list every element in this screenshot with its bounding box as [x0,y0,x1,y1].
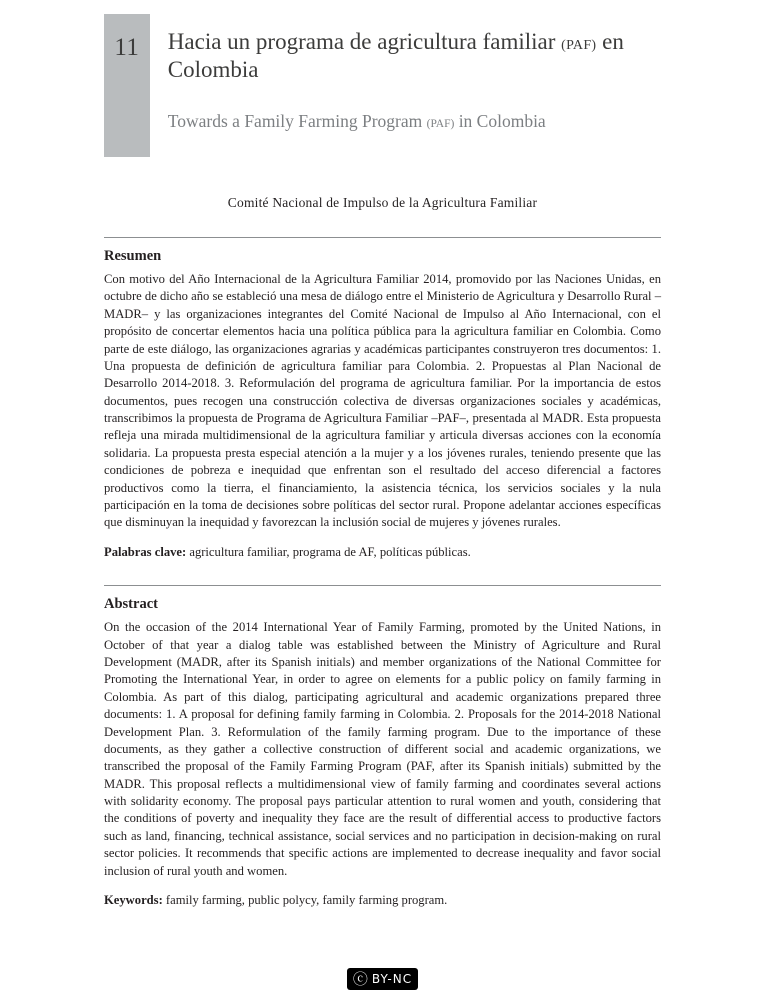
creative-commons-icon: ⓒ [352,969,368,988]
title-es-acronym: (PAF) [561,38,597,53]
chapter-number-bar [104,14,150,157]
keywords-text: family farming, public polycy, family farming program. [162,892,448,907]
palabras-clave-label: Palabras clave: [104,544,187,559]
section-divider-abstract [104,585,661,586]
title-es-part2: en Colombia [167,29,624,83]
article-body [104,211,661,910]
footer [0,968,765,990]
resumen-heading: Resumen [104,248,162,264]
title-block [150,14,765,133]
palabras-clave [104,544,661,562]
author-line: Comité Nacional de Impulso de la Agricultura Familiar [227,195,538,210]
chapter-number: 11 [114,34,140,61]
title-en-part2: in Colombia [454,111,546,132]
page-title-es [168,28,695,84]
title-en-part1: Towards a Family Farming Program [167,111,427,132]
title-en-acronym: (PAF) [426,118,455,131]
article-header [0,0,765,157]
resumen-paragraph: Con motivo del Año Internacional de la Agricultura Familiar 2014, promovido por las Naciones Unidas, en octubre de dicho año se estableció una mesa de diálogo entre el Ministerio de Agricultura y Desarrollo Rural –MADR– y las organizaciones integrantes del Comité Nacional de Impulso al Año Internacional, con el propósito de concertar elementos hacia una política pública para la agricultura familiar en Colombia. Como parte de este diálogo, las organizaciones agrarias y académicas participantes construyeron tres documentos: 1. Una propuesta de definición de agricultura familiar para Colombia. 2. Propuestas al Plan Nacional de Desarrollo 2014-2018. 3. Reformulación del programa de agricultura familiar. Por la importancia de estos documentos, pues recogen una construcción colectiva de diversas organizaciones sociales y académicas, transcribimos la propuesta de Programa de Agricultura Familiar –PAF–, presentada al MADR. Esta propuesta refleja una mirada multidimensional de la agricultura familiar y articula diversas acciones con la economía solidaria. La propuesta presta especial atención a la mujer y a los jóvenes rurales, teniendo presente que las condiciones de pobreza e inequidad que enfrentan son el resultado del acceso diferencial a factores productivos como la tierra, el financiamiento, la asistencia técnica, los servicios sociales y la nula participación en la toma de decisiones sobre políticas del sector rural. Propone adelantar acciones específicas que disminuyan la inequidad y favorezcan la inclusión social de mujeres y jóvenes rurales. [104,272,661,530]
creative-commons-badge[interactable] [347,968,418,990]
keywords [104,892,661,910]
abstract-paragraph: On the occasion of the 2014 International Year of Family Farming, promoted by the United Nations, in October of that year a dialog table was established between the Ministry of Agriculture and Rural Development (MADR, after its Spanish initials) and member organizations of the National Committee for Promoting the International Year, in order to agree on elements for a public policy on family farming in Colombia. As part of this dialog, participating agricultural and academic organizations prepared three documents: 1. A proposal for defining family farming in Colombia. 2. Proposals for the 2014-2018 National Development Plan. 3. Reformulation of the family farming program. Due to the importance of these documents, as they gather a collective construction of different social and academic organizations, we transcribed the proposal of the Family Farming Program (PAF, after its Spanish initials) submitted by the MADR. This proposal reflects a multidimensional view of family farming and coordinates several actions with solidarity economy. The proposal pays particular attention to rural women and youth, considering that the conditions of poverty and inequality they face are the result of differential access to productive factors such as land, financing, technical assistance, social services and no participation in decision-making on rural sector policies. It recommends that specific actions are implemented to decrease inequality and favor social inclusion of rural youth and women. [104,620,661,878]
keywords-label: Keywords: [104,892,163,907]
page-title-en [168,110,695,133]
section-divider-resumen [104,237,661,238]
palabras-clave-text: agricultura familiar, programa de AF, políticas públicas. [186,544,471,559]
title-es-part1: Hacia un programa de agricultura familiar [167,29,562,54]
abstract-heading: Abstract [104,596,158,613]
creative-commons-letters: BY-NC [371,972,413,986]
